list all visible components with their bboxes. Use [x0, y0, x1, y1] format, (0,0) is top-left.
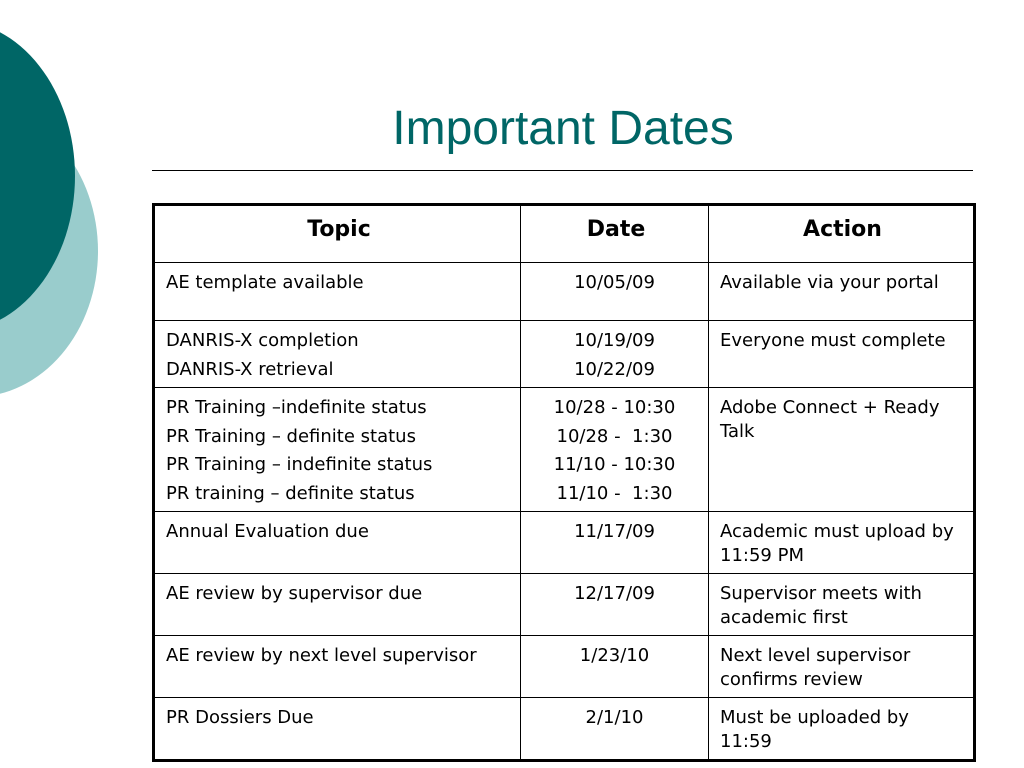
topic-cell	[154, 512, 521, 574]
header-action: Action	[709, 205, 975, 263]
action-cell	[709, 263, 975, 321]
topic-cell	[154, 321, 521, 388]
date-text: 10/05/09	[574, 272, 655, 293]
action-text: Academic must upload by 11:59 PM	[720, 521, 954, 566]
date-cell	[521, 512, 709, 574]
action-cell	[709, 698, 975, 761]
date-cell	[521, 263, 709, 321]
action-text: Everyone must complete	[720, 330, 946, 351]
title-divider	[152, 170, 973, 171]
action-cell	[709, 512, 975, 574]
table-row	[154, 263, 975, 321]
table-row	[154, 512, 975, 574]
topic-text: PR Training – definite status	[166, 425, 416, 447]
topic-text: PR training – definite status	[166, 482, 415, 504]
topic-cell	[154, 698, 521, 761]
topic-text: PR Dossiers Due	[166, 707, 314, 728]
table-row	[154, 321, 975, 388]
date-text: 1/23/10	[579, 645, 650, 666]
date-cell	[521, 636, 709, 698]
action-text: Available via your portal	[720, 272, 939, 293]
table-row	[154, 574, 975, 636]
action-cell	[709, 636, 975, 698]
table-row	[154, 698, 975, 761]
date-cell	[521, 574, 709, 636]
topic-cell	[154, 388, 521, 512]
topic-text: PR Training –indefinite status	[166, 397, 427, 418]
topic-cell	[154, 263, 521, 321]
date-text: 11/17/09	[574, 521, 655, 542]
action-text: Supervisor meets with academic first	[720, 583, 922, 628]
date-text: 2/1/10	[585, 707, 644, 728]
table-row	[154, 388, 975, 512]
topic-text: AE review by next level supervisor	[166, 645, 477, 666]
topic-text: PR Training – indefinite status	[166, 454, 433, 475]
date-text: 10/28 - 10:30	[553, 397, 676, 418]
date-text: 11/10 - 1:30	[556, 482, 673, 504]
topic-text: DANRIS-X retrieval	[166, 358, 334, 380]
topic-text: AE review by supervisor due	[166, 583, 423, 604]
topic-cell	[154, 574, 521, 636]
action-cell	[709, 321, 975, 388]
topic-text: Annual Evaluation due	[166, 521, 369, 542]
topic-text: AE template available	[166, 272, 364, 293]
slide-title: Important Dates	[392, 102, 734, 155]
topic-cell	[154, 636, 521, 698]
date-text: 12/17/09	[574, 583, 655, 604]
action-text: Adobe Connect + Ready Talk	[720, 397, 940, 442]
table-row	[154, 636, 975, 698]
action-text: Next level supervisor confirms review	[720, 645, 911, 690]
date-cell	[521, 388, 709, 512]
date-text: 11/10 - 10:30	[553, 454, 676, 475]
table-header-row	[154, 205, 975, 263]
action-cell	[709, 388, 975, 512]
date-cell	[521, 698, 709, 761]
date-cell	[521, 321, 709, 388]
topic-text: DANRIS-X completion	[166, 330, 359, 351]
important-dates-table	[152, 203, 976, 762]
date-text: 10/22/09	[574, 358, 655, 380]
date-text: 10/28 - 1:30	[556, 425, 673, 447]
header-date: Date	[521, 205, 709, 263]
header-topic: Topic	[154, 205, 521, 263]
date-text: 10/19/09	[574, 330, 655, 351]
action-text: Must be uploaded by 11:59	[720, 707, 909, 752]
action-cell	[709, 574, 975, 636]
